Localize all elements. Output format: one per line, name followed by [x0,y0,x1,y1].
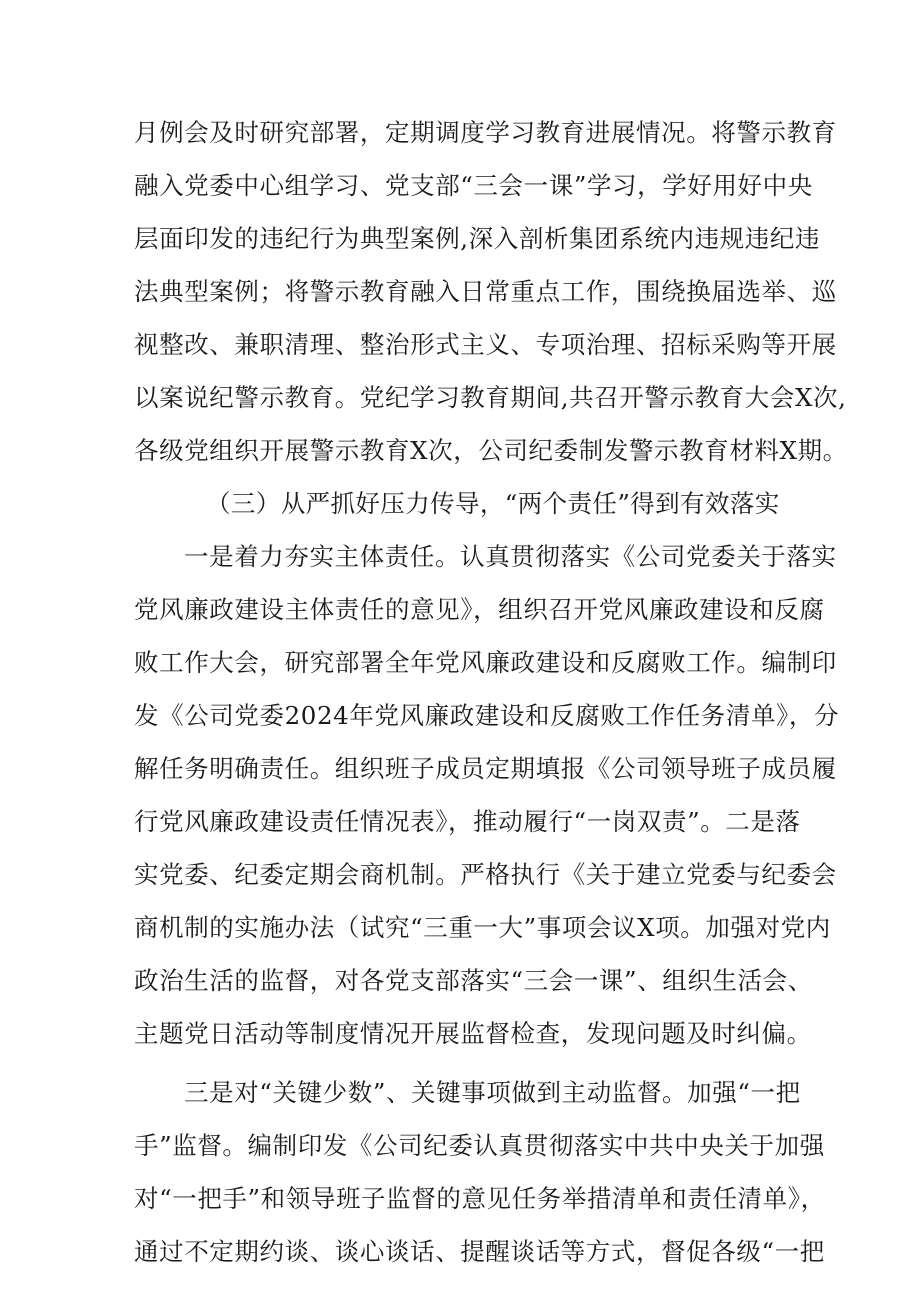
body-text-line: 层面印发的违纪行为典型案例,深入剖析集团系统内违规违纪违 [134,224,821,253]
body-text-line: 法典型案例；将警示教育融入日常重点工作，围绕换届选举、巡 [134,277,837,306]
paragraph-first-line: 一是着力夯实主体责任。认真贯彻落实《公司党委关于落实 [184,542,837,571]
body-text-line: 败工作大会，研究部署全年党风廉政建设和反腐败工作。编制印 [134,648,837,677]
body-text-line: 主题党日活动等制度情况开展监督检查，发现问题及时纠偏。 [134,1019,812,1048]
body-text-line: 对“一把手”和领导班子监督的意见任务举措清单和责任清单》， [134,1184,826,1213]
body-text-line: 视整改、兼职清理、整治形式主义、专项治理、招标采购等开展 [134,330,837,359]
body-text-line: 以案说纪警示教育。党纪学习教育期间,共召开警示教育大会X次, [134,383,847,412]
body-text-line: 政治生活的监督，对各党支部落实“三会一课”、组织生活会、 [134,966,813,995]
body-text-line: 手”监督。编制印发《公司纪委认真贯彻落实中共中央关于加强 [134,1131,825,1160]
body-text-line: 发《公司党委2024年党风廉政建设和反腐败工作任务清单》，分 [134,701,840,730]
body-text-line: 融入党委中心组学习、党支部“三会一课”学习，学好用好中央 [134,171,813,200]
body-text-line: 实党委、纪委定期会商机制。严格执行《关于建立党委与纪委会 [134,860,837,889]
body-text-line: 党风廉政建设主体责任的意见》，组织召开党风廉政建设和反腐 [134,595,825,624]
body-text-line: 通过不定期约谈、谈心谈话、提醒谈话等方式，督促各级“一把 [134,1237,825,1266]
paragraph-first-line: 三是对“关键少数”、关键事项做到主动监督。加强“一把 [184,1078,801,1107]
body-text-line: 各级党组织开展警示教育X次，公司纪委制发警示教育材料X期。 [134,436,848,465]
section-heading: （三）从严抓好压力传导，“两个责任”得到有效落实 [206,489,780,518]
body-text-line: 解任务明确责任。组织班子成员定期填报《公司领导班子成员履 [134,754,837,783]
body-text-line: 行党风廉政建设责任情况表》，推动履行“一岗双责”。二是落 [134,807,801,836]
body-text-line: 月例会及时研究部署，定期调度学习教育进展情况。将警示教育 [134,118,837,147]
body-text-line: 商机制的实施办法（试究“三重一大”事项会议X项。加强对党内 [134,913,831,942]
